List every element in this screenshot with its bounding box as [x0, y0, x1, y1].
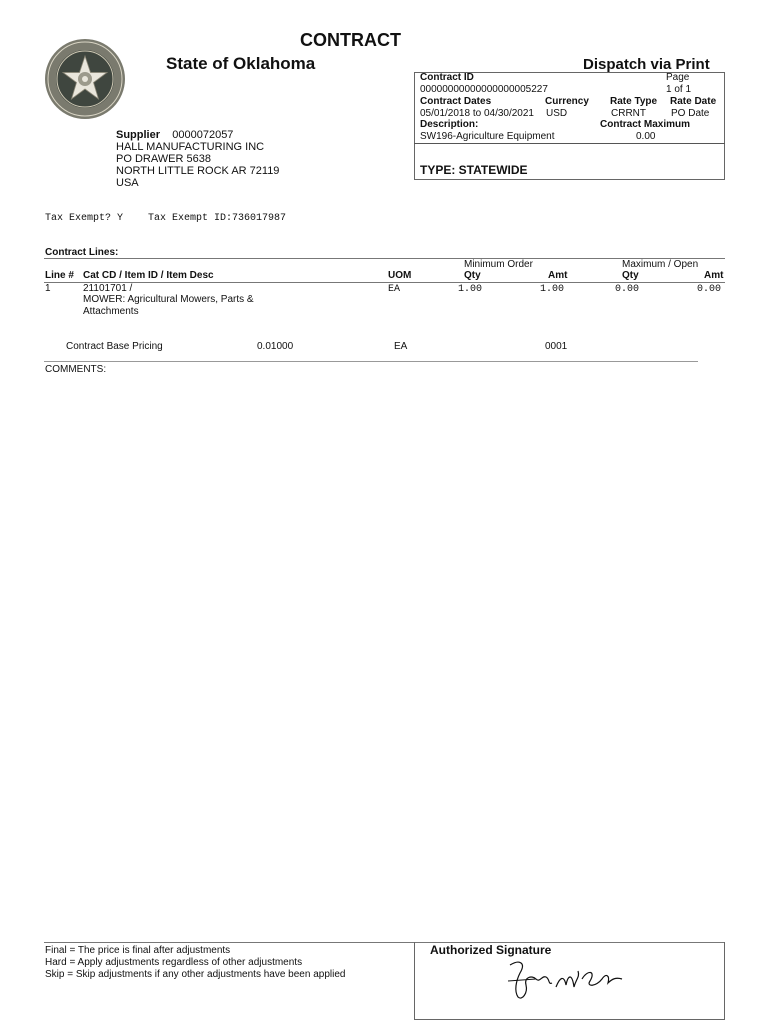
- base-pricing-code: 0001: [545, 341, 568, 352]
- row-desc-line2: Attachments: [83, 306, 139, 317]
- legend-final: Final = The price is final after adjustments: [45, 945, 231, 956]
- col-max-amt: Amt: [704, 270, 724, 281]
- supplier-address1: PO DRAWER 5638: [116, 153, 211, 165]
- document-title: CONTRACT: [300, 30, 401, 50]
- contract-lines-label: Contract Lines:: [45, 247, 119, 258]
- dispatch-label: Dispatch via Print: [583, 56, 710, 73]
- lines-top-rule: [44, 258, 725, 259]
- supplier-address2: NORTH LITTLE ROCK AR 72119: [116, 165, 280, 177]
- base-pricing-uom: EA: [394, 341, 408, 352]
- col-item-desc: Cat CD / Item ID / Item Desc: [83, 270, 214, 281]
- comments-label: COMMENTS:: [45, 364, 107, 375]
- document-subtitle: State of Oklahoma: [166, 54, 316, 73]
- supplier-id: 0000072057: [172, 129, 234, 141]
- pricing-rule: [44, 361, 698, 362]
- row-cat-item: 21101701 /: [83, 283, 133, 294]
- row-min-qty: 1.00: [458, 284, 483, 295]
- page-value: 1 of 1: [666, 84, 692, 95]
- col-min-qty: Qty: [464, 270, 481, 281]
- col-min-amt: Amt: [548, 270, 568, 281]
- description-label: Description:: [420, 119, 479, 130]
- row-min-amt: 1.00: [540, 284, 565, 295]
- row-max-qty: 0.00: [615, 284, 640, 295]
- rate-date-value: PO Date: [671, 108, 710, 119]
- supplier-country: USA: [116, 177, 139, 189]
- supplier-header: [116, 129, 233, 141]
- lines-header-rule: [44, 282, 725, 283]
- contract-type: TYPE: STATEWIDE: [420, 163, 528, 177]
- contract-max-label: Contract Maximum: [600, 119, 691, 130]
- legend-skip: Skip = Skip adjustments if any other adjustments have been applied: [45, 969, 346, 980]
- info-box-divider: [414, 143, 725, 144]
- rate-type-value: CRRNT: [611, 108, 646, 119]
- row-uom: EA: [388, 284, 401, 295]
- contract-max-value: 0.00: [636, 131, 656, 142]
- handwritten-signature: [506, 957, 626, 1001]
- description-value: SW196-Agriculture Equipment: [420, 131, 555, 142]
- contract-dates-label: Contract Dates: [420, 96, 492, 107]
- row-desc-line1: MOWER: Agricultural Mowers, Parts &: [83, 294, 254, 305]
- rate-date-label: Rate Date: [670, 96, 717, 107]
- col-max-qty: Qty: [622, 270, 639, 281]
- base-pricing-label: Contract Base Pricing: [66, 341, 163, 352]
- state-seal-logo: [44, 38, 126, 120]
- rate-type-label: Rate Type: [610, 96, 658, 107]
- col-line-number: Line #: [45, 270, 74, 281]
- authorized-signature-label: Authorized Signature: [430, 943, 552, 957]
- row-max-amt: 0.00: [697, 284, 722, 295]
- maximum-open-label: Maximum / Open: [622, 259, 699, 270]
- tax-exempt-id: Tax Exempt ID:736017987: [148, 213, 287, 224]
- legend-hard: Hard = Apply adjustments regardless of other adjustments: [45, 957, 303, 968]
- currency-value: USD: [546, 108, 568, 119]
- row-line-number: 1: [45, 283, 51, 294]
- supplier-label: Supplier: [116, 129, 161, 141]
- base-pricing-price: 0.01000: [257, 341, 294, 352]
- contract-dates-value: 05/01/2018 to 04/30/2021: [420, 108, 534, 119]
- minimum-order-label: Minimum Order: [464, 259, 533, 270]
- col-uom: UOM: [388, 270, 412, 281]
- contract-id-label: Contract ID: [420, 72, 474, 83]
- supplier-name: HALL MANUFACTURING INC: [116, 141, 265, 153]
- tax-exempt: Tax Exempt? Y: [45, 213, 124, 224]
- page-label: Page: [666, 72, 690, 83]
- contract-id-value: 00000000000000000005227: [420, 84, 548, 95]
- currency-label: Currency: [545, 96, 589, 107]
